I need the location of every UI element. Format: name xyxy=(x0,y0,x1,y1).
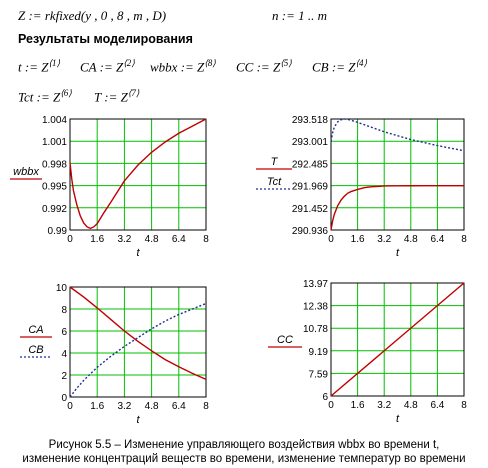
formula-rkfixed: Z := rkfixed(y , 0 , 8 , m , D) xyxy=(18,8,167,23)
legend-label: CC xyxy=(277,334,293,346)
y-tick-label: 8 xyxy=(61,305,67,316)
figure-caption-line1: Рисунок 5.5 – Изменение управляющего воздействия wbbx во времени t, xyxy=(48,439,440,451)
x-tick-label: 6.4 xyxy=(430,234,445,245)
x-tick-label: 1.6 xyxy=(90,234,105,245)
x-tick-label: 8 xyxy=(461,234,467,245)
plot-frame xyxy=(70,119,206,230)
assign-cc: CC := $Z^{⟨5⟩}$ xyxy=(236,58,292,75)
y-tick-label: 0.995 xyxy=(41,181,67,193)
figure-caption-line2: изменение концентраций веществ во времени, изменение температур во времени xyxy=(22,453,466,465)
chart-2 xyxy=(256,115,467,259)
assign-T: T := $Z^{⟨7⟩}$ xyxy=(94,88,140,105)
x-tick-label: 4.8 xyxy=(403,234,418,245)
chart-3 xyxy=(20,283,209,426)
series-line-cb xyxy=(70,304,206,398)
assign-tct: Tct := $Z^{⟨6⟩}$ xyxy=(18,88,72,105)
plot-frame xyxy=(331,119,464,230)
x-tick-label: 1.6 xyxy=(350,234,365,245)
y-tick-label: 10 xyxy=(55,283,67,294)
y-tick-label: 292.485 xyxy=(291,159,328,171)
x-tick-label: 1.6 xyxy=(90,401,105,412)
y-tick-label: 0.992 xyxy=(41,203,67,215)
x-tick-label: 6.4 xyxy=(171,234,186,245)
y-tick-label: 1.001 xyxy=(41,137,67,149)
legend-label: Tct xyxy=(266,176,282,188)
x-tick-label: 0 xyxy=(67,401,73,412)
x-tick-label: 0 xyxy=(67,234,73,245)
x-axis-label: t xyxy=(136,247,140,259)
legend-label: T xyxy=(270,156,278,168)
assign-cb: CB := $Z^{⟨4⟩}$ xyxy=(312,58,367,75)
assign-wbbx: wbbx := $Z^{⟨8⟩}$ xyxy=(150,58,216,75)
x-tick-label: 8 xyxy=(203,401,209,412)
y-tick-label: 0 xyxy=(61,393,67,404)
x-tick-label: 3.2 xyxy=(377,400,392,411)
y-tick-label: 4 xyxy=(61,349,67,360)
y-tick-label: 1.004 xyxy=(41,115,67,126)
legend-label: wbbx xyxy=(13,166,39,178)
chart-4 xyxy=(268,279,467,425)
chart-1 xyxy=(10,115,209,259)
y-tick-label: 9.19 xyxy=(308,346,328,358)
y-tick-label: 0.99 xyxy=(47,226,67,237)
section-heading: Результаты моделирования xyxy=(18,32,193,46)
series-line-t xyxy=(331,119,464,151)
x-axis-label: t xyxy=(136,414,140,426)
y-tick-label: 0.998 xyxy=(41,159,67,171)
y-tick-label: 291.452 xyxy=(291,203,328,215)
y-tick-label: 13.97 xyxy=(302,279,328,290)
x-tick-label: 3.2 xyxy=(117,401,132,412)
y-tick-label: 290.936 xyxy=(291,226,328,237)
y-tick-label: 7.59 xyxy=(308,369,328,381)
legend-label: CA xyxy=(28,324,44,336)
series-line-wbbx xyxy=(70,119,206,228)
legend-label: CB xyxy=(28,344,44,356)
y-tick-label: 6 xyxy=(61,327,67,338)
assign-ca: CA := $Z^{⟨2⟩}$ xyxy=(80,58,135,75)
y-tick-label: 291.969 xyxy=(291,181,328,193)
x-tick-label: 6.4 xyxy=(430,400,445,411)
x-tick-label: 0 xyxy=(328,400,334,411)
x-tick-label: 8 xyxy=(203,234,209,245)
series-line-ca xyxy=(70,287,206,379)
x-tick-label: 4.8 xyxy=(403,400,418,411)
x-axis-label: t xyxy=(395,413,400,425)
y-tick-label: 12.38 xyxy=(302,301,328,313)
x-tick-label: 0 xyxy=(328,234,334,245)
assign-t: t := $Z^{⟨1⟩}$ xyxy=(18,58,60,75)
x-axis-label: t xyxy=(395,247,400,259)
x-tick-label: 4.8 xyxy=(144,401,159,412)
y-tick-label: 6 xyxy=(322,392,328,403)
x-tick-label: 8 xyxy=(461,400,467,411)
y-tick-label: 10.78 xyxy=(302,324,328,336)
y-tick-label: 293.001 xyxy=(291,137,328,149)
y-tick-label: 2 xyxy=(61,371,67,382)
x-tick-label: 3.2 xyxy=(377,234,392,245)
x-tick-label: 1.6 xyxy=(350,400,365,411)
x-tick-label: 4.8 xyxy=(144,234,159,245)
formula-range: n := 1 .. m xyxy=(272,8,327,23)
series-line-cc xyxy=(331,283,464,396)
y-tick-label: 293.518 xyxy=(291,115,328,126)
x-tick-label: 6.4 xyxy=(171,401,186,412)
x-tick-label: 3.2 xyxy=(117,234,132,245)
